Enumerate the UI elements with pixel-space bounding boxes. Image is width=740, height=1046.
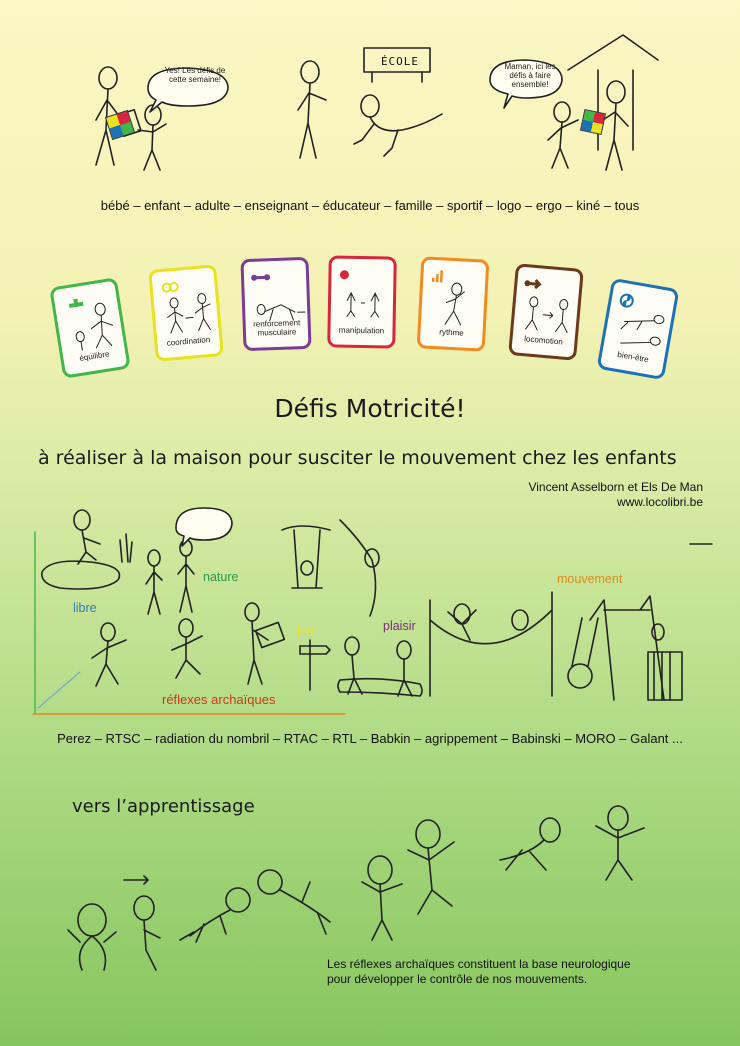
balance-icon — [60, 289, 125, 357]
card-stack-icon — [580, 109, 606, 135]
authors: Vincent Asselborn et Els De Man — [528, 480, 703, 494]
wellbeing-icon — [609, 290, 675, 359]
label-reflexes-archaiques: réflexes archaïques — [162, 692, 276, 707]
manipulation-icon — [337, 267, 394, 328]
child-speech-bubble: Yes! Les défis de cette semaine! — [164, 66, 226, 84]
card-label: bien-être — [616, 349, 650, 365]
section-heading: vers l’apprentissage — [72, 796, 255, 817]
card-label: coordination — [166, 335, 211, 348]
rhythm-icon — [427, 268, 486, 331]
card-equilibre — [49, 277, 131, 379]
card-label: équilibre — [78, 349, 111, 363]
explanation-line-2: pour développer le contrôle de nos mouvements. — [327, 972, 588, 986]
reflexes-list: Perez – RTSC – radiation du nombril – RTAC – RTL – Babkin – agrippement – Babinski – MORO – Galant ... — [57, 731, 683, 746]
card-rythme — [417, 256, 490, 351]
development-diagram — [0, 500, 740, 720]
card-label: manipulation — [338, 325, 385, 336]
label-jeu: jeu — [297, 623, 314, 637]
explanation-text — [327, 957, 631, 987]
home-speech-bubble: Maman, ici les défis à faire ensemble! — [504, 62, 556, 89]
audience-list: bébé – enfant – adulte – enseignant – éducateur – famille – sportif – logo – ergo – kiné – tous — [100, 198, 640, 213]
label-nature: nature — [203, 570, 239, 584]
card-label: rythme — [439, 327, 464, 338]
home-illustration — [488, 30, 658, 175]
label-libre: libre — [73, 601, 97, 615]
card-renforcement — [240, 257, 311, 351]
card-label: locomotion — [523, 334, 564, 347]
card-locomotion — [508, 263, 584, 361]
locomotion-icon — [519, 275, 580, 340]
website-link[interactable]: www.locolibri.be — [616, 495, 703, 509]
card-bien-etre — [597, 278, 680, 380]
page-subtitle: à réaliser à la maison pour susciter le mouvement chez les enfants — [38, 447, 677, 469]
page-title: Défis Motricité! — [274, 394, 466, 423]
explanation-line-1: Les réflexes archaïques constituent la base neurologique — [327, 957, 631, 971]
coordination-icon — [158, 275, 219, 340]
card-manipulation — [327, 255, 397, 348]
card-coordination — [148, 264, 224, 362]
school-sign: ÉCOLE — [380, 55, 420, 68]
label-plaisir: plaisir — [383, 619, 416, 633]
card-label: renforcement musculaire — [252, 318, 301, 338]
label-mouvement: mouvement — [557, 572, 623, 586]
